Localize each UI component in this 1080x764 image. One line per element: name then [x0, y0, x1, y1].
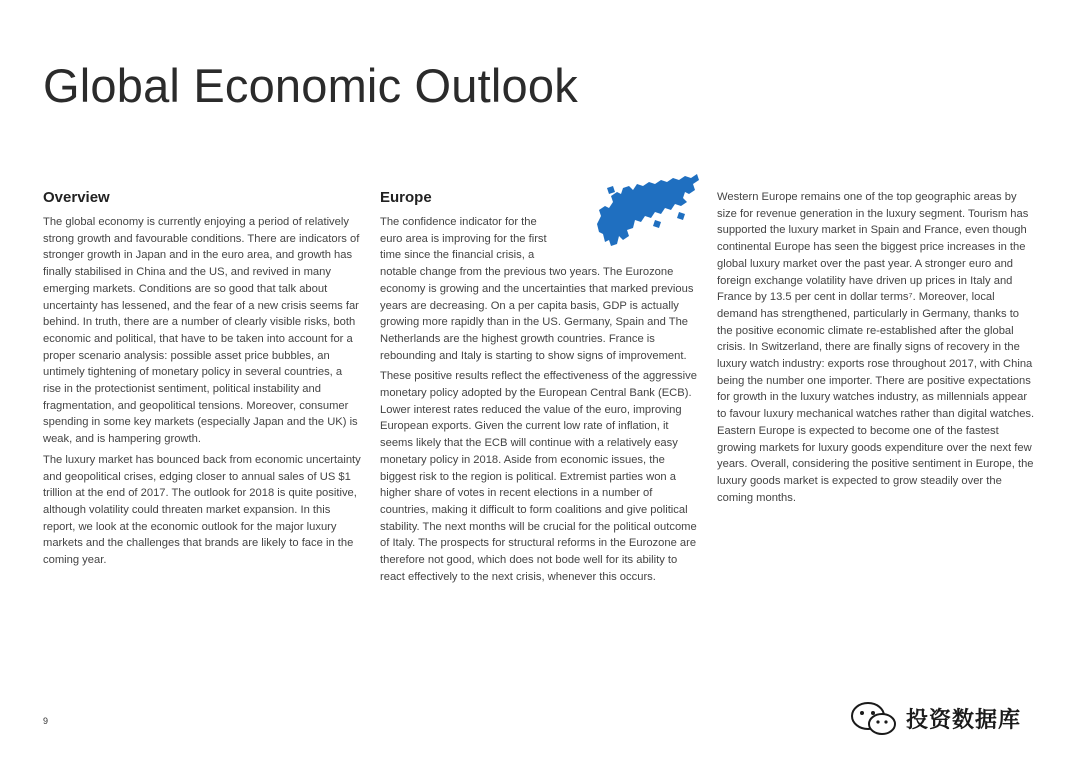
western-europe-paragraph: Western Europe remains one of the top geographic areas by size for revenue generation in the luxury segment. Tourism has supported the luxury market in Spain and France, even though continental Europe has seen the biggest price increases in the global luxury market over the past year. A stronger euro and foreign exchange volatility have driven up prices in Italy and France by 13.5 per cent in dollar terms⁷. Moreover, local demand has strengthened, particularly in Germany, thanks to the positive economic climate re-established after the global crisis. In Switzerland, there are finally signs of recovery in the luxury watch industry: exports rose throughout 2017, with China being the number one importer. There are positive expectations for growth in the luxury watches industry, as millennials appear to favour luxury mechanical watches rather than digital watches. Eastern Europe is expected to become one of the fastest growing markets for luxury goods expenditure over the next few years. Overall, considering the positive sentiment in Europe, the luxury goods market is expected to grow steadily over the coming months.: [717, 191, 1035, 504]
europe-paragraph-1a: The confidence indicator for the euro area is improving for the first time since the financial crisis, a: [380, 216, 547, 262]
overview-section: [43, 188, 361, 573]
overview-heading: Overview: [43, 189, 110, 206]
overview-paragraph-2: The luxury market has bounced back from economic uncertainty and geopolitical crises, edging closer to annual sales of US $1 trillion at the end of 2017. The outlook for 2018 is quite positive, although volatility could threaten market expansion. In this report, we look at the economic outlook for the major luxury markets and the challenges that brands are likely to face in the coming year.: [43, 453, 361, 567]
watermark: [848, 698, 1048, 738]
western-europe-section: [717, 189, 1037, 510]
page-title: Global Economic Outlook: [43, 59, 578, 112]
overview-paragraph-1: The global economy is currently enjoying a period of relatively strong growth and favourable conditions. There are indicators of stronger growth in Japan and in the euro area, and growth has finally stabilised in China and the US, and revived in many emerging markets. Conditions are so good that talk about uncertainty has lessened, and the fear of a new crisis seems far behind. In truth, there are a number of clearly visible risks, both economic and political, that have to be taken into account for a proper scenario analysis: possible asset price bubbles, an untimely tightening of monetary policy in several countries, a rise in the protectionist sentiment, political instability and fragmentation, and geopolitical tensions. Moreover, consumer spending in some key markets (especially Japan and the UK) is weak, and is hampering growth.: [43, 216, 360, 446]
watermark-text: 投资数据库: [906, 707, 1022, 733]
page-number: 9: [43, 716, 49, 726]
europe-map-icon: [595, 172, 701, 254]
wechat-icon: [848, 700, 900, 736]
europe-heading: Europe: [380, 189, 432, 206]
europe-paragraph-1b: notable change from the previous two years. The Eurozone economy is growing and the uncertainties that marked previous years are decreasing. On a per capita basis, GDP is actually growing more rapidly than in the US. Germany, Spain and The Netherlands are the highest growth countries. France is rebounding and Italy is starting to show signs of improvement.: [380, 266, 694, 362]
europe-paragraph-2: These positive results reflect the effectiveness of the aggressive monetary policy adopted by the European Central Bank (ECB). Lower interest rates reduced the value of the euro, improving European exports. Given the current low rate of inflation, it seems likely that the ECB will continue with a relatively easy monetary policy in 2018. Aside from economic issues, the biggest risk to the region is political. Extremist parties won a higher share of votes in recent elections in a number of countries, making it difficult to form coalitions and give political stability. The next months will be crucial for the political outcome of Italy. The prospects for structural reforms in the Eurozone are therefore not good, which does not bode well for its ability to react effectively to the next crisis, whenever this occurs.: [380, 370, 697, 583]
